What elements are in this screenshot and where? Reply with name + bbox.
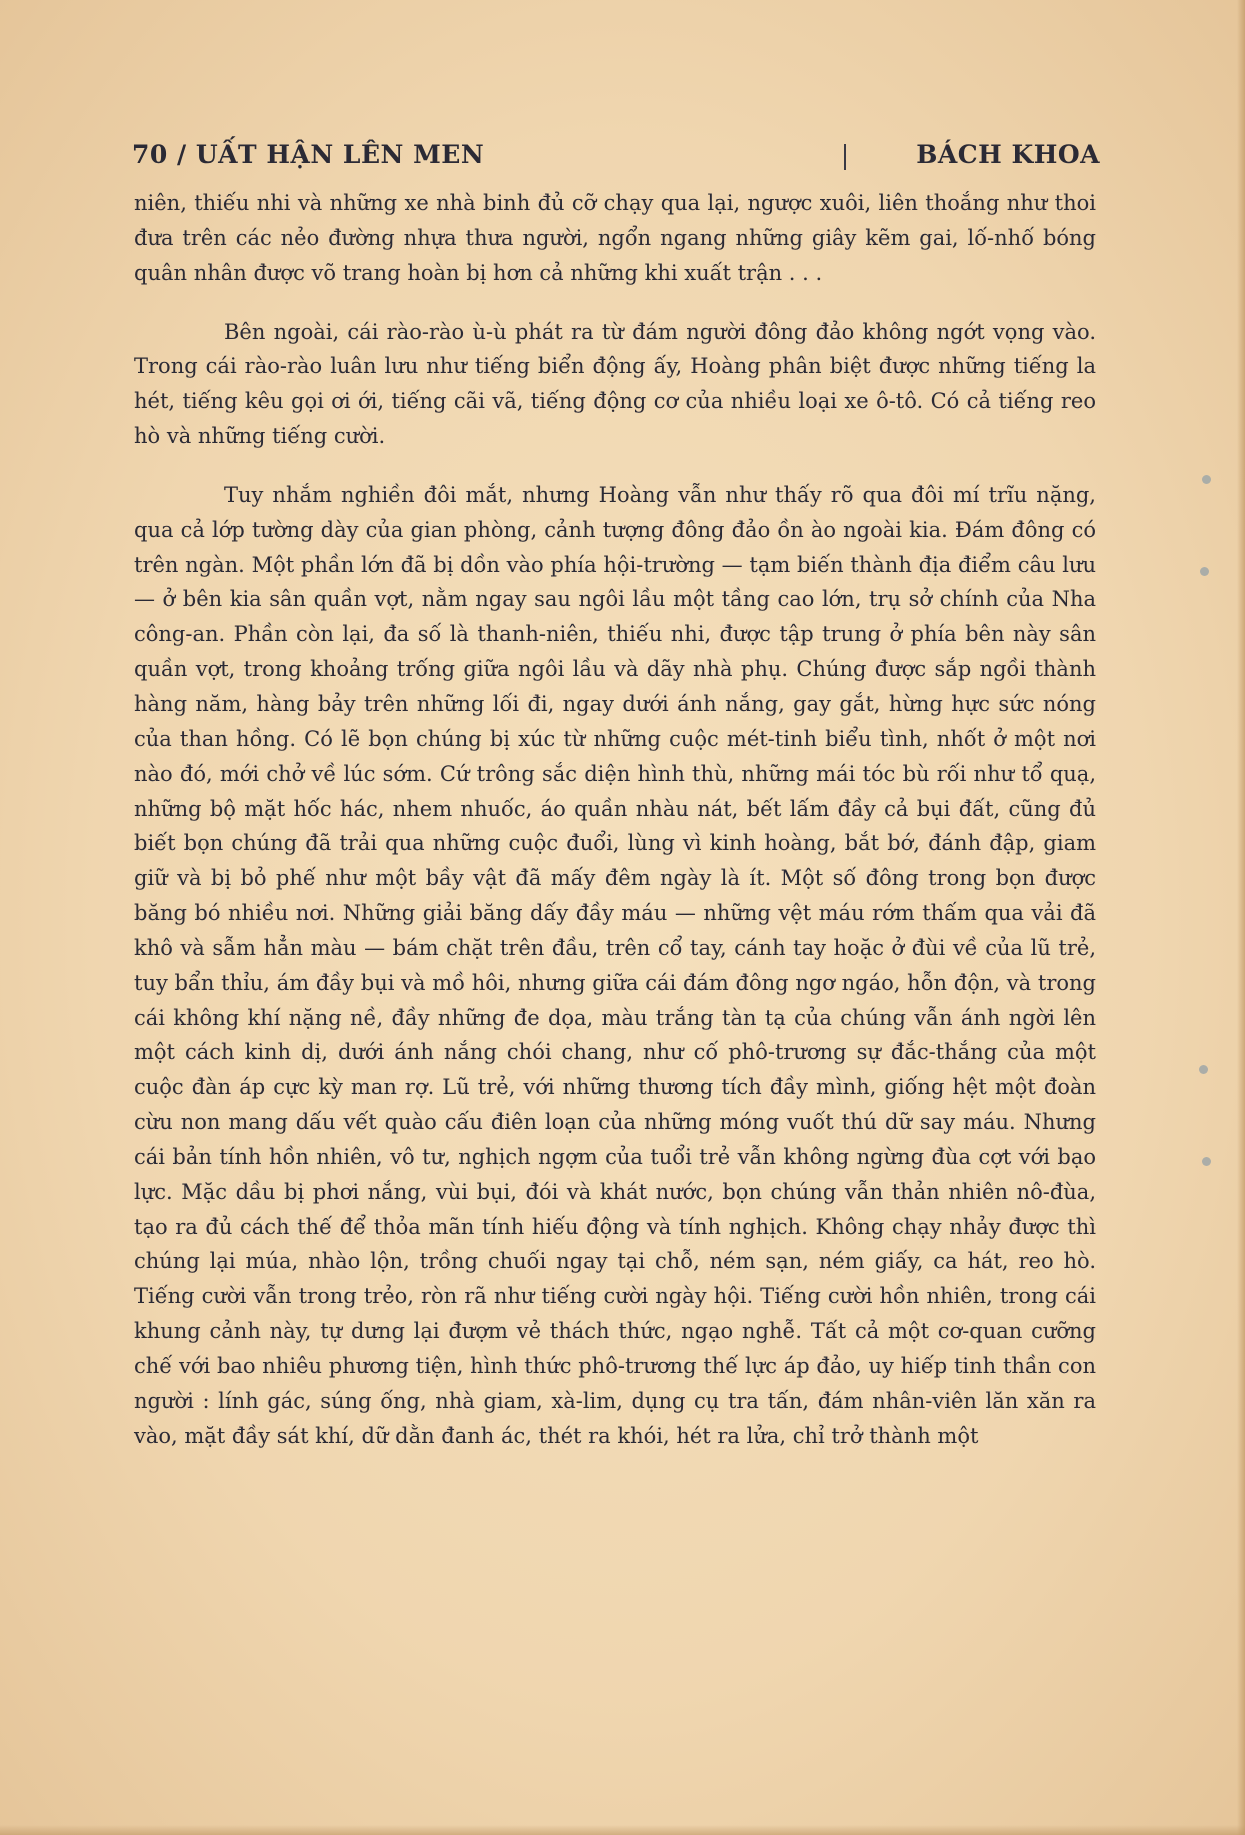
binding-hole-mark bbox=[1199, 1065, 1208, 1074]
binding-hole-mark bbox=[1202, 1157, 1211, 1166]
header-page-title: 70 / UẤT HẬN LÊN MEN bbox=[132, 140, 485, 169]
page-edge-bottom bbox=[0, 1825, 1245, 1835]
body-text bbox=[134, 186, 1096, 1454]
paragraph-continuation: niên, thiếu nhi và những xe nhà binh đủ cỡ chạy qua lại, ngược xuôi, liên thoắng như thoi đưa trên các nẻo đường nhựa thưa người, ngổn ngang những giây kẽm gai, lố-nhố bóng quân nhân được võ trang hoàn bị hơn cả những khi xuất trận . . . bbox=[134, 191, 1096, 285]
binding-hole-mark bbox=[1200, 567, 1209, 576]
running-header bbox=[132, 140, 1100, 176]
paragraph: Bên ngoài, cái rào-rào ù-ù phát ra từ đám người đông đảo không ngớt vọng vào. Trong cái rào-rào luân lưu như tiếng biển động ấy, Hoàng phân biệt được những tiếng la hét, tiếng kêu gọi ơi ới, tiếng cãi vã, tiếng động cơ của nhiều loại xe ô-tô. Có cả tiếng reo hò và những tiếng cười. bbox=[134, 319, 1096, 449]
paragraph: Tuy nhắm nghiền đôi mắt, nhưng Hoàng vẫn như thấy rõ qua đôi mí trĩu nặng, qua cả lớp tường dày của gian phòng, cảnh tượng đông đảo ồn ào ngoài kia. Đám đông có trên ngàn. Một phần lớn đã bị dồn vào phía hội-trường — tạm biến thành địa điểm câu lưu — ở bên kia sân quần vợt, nằm ngay sau ngôi lầu một tầng cao lớn, trụ sở chính của Nha công-an. Phần còn lại, đa số là thanh-niên, thiếu nhi, được tập trung ở phía bên này sân quần vợt, trong khoảng trống giữa ngôi lầu và dãy nhà phụ. Chúng được sắp ngồi thành hàng năm, hàng bảy trên những lối đi, ngay dưới ánh nắng, gay gắt, hừng hực sức nóng của than hồng. Có lẽ bọn chúng bị xúc từ những cuộc mét-tinh biểu tình, nhốt ở một nơi nào đó, mới chở về lúc sớm. Cứ trông sắc diện hình thù, những mái tóc bù rối như tổ quạ, những bộ mặt hốc hác, nhem nhuốc, áo quần nhàu nát, bết lấm đầy cả bụi đất, cũng đủ biết bọn chúng đã trải qua những cuộc đuổi, lùng vì kinh hoàng, bắt bớ, đánh đập, giam giữ và bị bỏ phế như một bầy vật đã mấy đêm ngày là ít. Một số đông trong bọn được băng bó nhiều nơi. Những giải băng dấy đầy máu — những vệt máu rớm thấm qua vải đã khô và sẫm hẳn màu — bám chặt trên đầu, trên cổ tay, cánh tay hoặc ở đùi về của lũ trẻ, tuy bẩn thỉu, ám đầy bụi và mồ hôi, nhưng giữa cái đám đông ngơ ngáo, hỗn độn, và trong cái không khí nặng nề, đầy những đe dọa, màu trắng tàn tạ của chúng vẫn ánh ngời lên một cách kinh dị, dưới ánh nắng chói chang, như cố phô-trương sự đắc-thắng của một cuộc đàn áp cực kỳ man rợ. Lũ trẻ, với những thương tích đầy mình, giống hệt một đoàn cừu non mang dấu vết quào cấu điên loạn của những móng vuốt thú dữ say máu. Nhưng cái bản tính hồn nhiên, vô tư, nghịch ngợm của tuổi trẻ vẫn không ngừng đùa cợt với bạo lực. Mặc dầu bị phơi nắng, vùi bụi, đói và khát nước, bọn chúng vẫn thản nhiên nô-đùa, tạo ra đủ cách thế để thỏa mãn tính hiếu động và tính nghịch. Không chạy nhảy được thì chúng lại múa, nhào lộn, trồng chuối ngay tại chỗ, ném sạn, ném giấy, ca hát, reo hò. Tiếng cười vẫn trong trẻo, ròn rã như tiếng cười ngày hội. Tiếng cười hồn nhiên, trong cái khung cảnh này, tự dưng lại đượm vẻ thách thức, ngạo nghễ. Tất cả một cơ-quan cưỡng chế với bao nhiêu phương tiện, hình thức phô-trương thế lực áp đảo, uy hiếp tinh thần con người : lính gác, súng ống, nhà giam, xà-lim, dụng cụ tra tấn, đám nhân-viên lăn xăn ra vào, mặt đầy sát khí, dữ dằn đanh ác, thét ra khói, hét ra lửa, chỉ trở thành một bbox=[134, 482, 1096, 1448]
page-edge-right bbox=[1237, 0, 1245, 1835]
binding-hole-mark bbox=[1202, 475, 1211, 484]
header-divider bbox=[844, 144, 846, 170]
header-magazine-name: BÁCH KHOA bbox=[916, 140, 1100, 169]
